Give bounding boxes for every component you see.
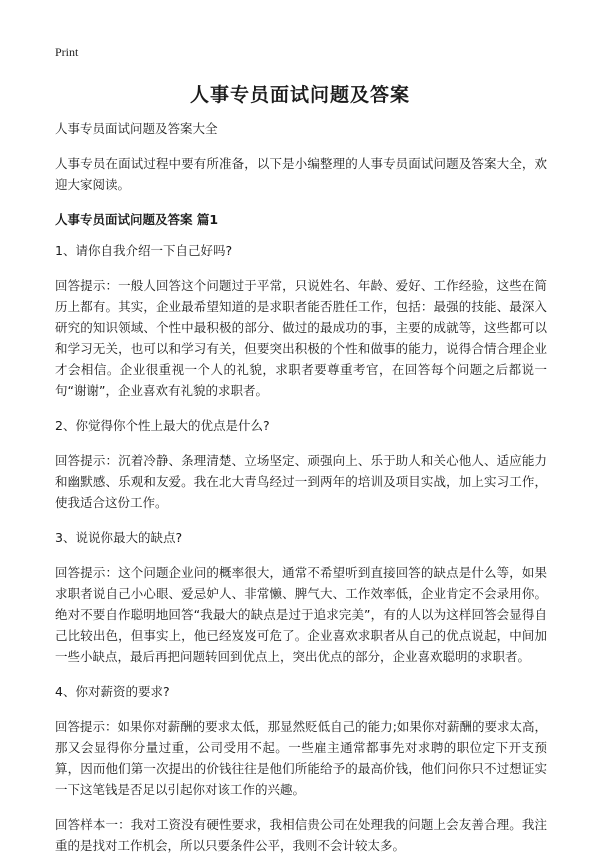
print-link[interactable]: Print [55,45,79,59]
question-3: 3、说说你最大的缺点? [55,530,183,545]
sample-answer: 回答样本一：我对工资没有硬性要求，我相信贵公司在处理我的问题上会友善合理。我注重的是找对工作机会，所以只要条件公平，我则不会计较太多。 [55,817,547,853]
answer-4: 回答提示：如果你对薪酬的要求太低，那显然贬低自己的能力;如果你对薪酬的要求太高，那又会显得你分量过重，公司受用不起。一些雇主通常都事先对求聘的职位定下开支预算，因而他们第一次提出的价钱往往是他们所能给予的最高价钱，他们问你只不过想证实一下这笔钱是否足以引起你对该工作的兴趣。 [55,719,547,797]
answer-2: 回答提示：沉着冷静、条理清楚、立场坚定、顽强向上、乐于助人和关心他人、适应能力和幽默感、乐观和友爱。我在北大青鸟经过一到两年的培训及项目实战，加上实习工作，使我适合这份工作。 [55,453,547,510]
answer-3: 回答提示：这个问题企业问的概率很大，通常不希望听到直接回答的缺点是什么等，如果求职者说自己小心眼、爱忌妒人、非常懒、脾气大、工作效率低，企业肯定不会录用你。绝对不要自作聪明地回答“我最大的缺点是过于追求完美”，有的人以为这样回答会显得自己比较出色，但事实上，他已经岌岌可危了。企业喜欢求职者从自己的优点说起，中间加一些小缺点，最后再把问题转回到优点上，突出优点的部分，企业喜欢聪明的求职者。 [55,565,547,664]
question-2: 2、你觉得你个性上最大的优点是什么? [55,418,270,433]
article-subtitle: 人事专员面试问题及答案大全 [55,121,218,136]
question-1: 1、请你自我介绍一下自己好吗? [55,243,233,258]
section-heading: 人事专员面试问题及答案 篇1 [55,212,219,227]
article-body [55,118,547,856]
answer-1: 回答提示：一般人回答这个问题过于平常，只说姓名、年龄、爱好、工作经验，这些在简历上都有。其实，企业最希望知道的是求职者能否胜任工作，包括：最强的技能、最深入研究的知识领域、个性中最积极的部分、做过的最成功的事，主要的成就等，这些都可以和学习无关，也可以和学习有关，但要突出积极的个性和做事的能力，说得合情合理企业才会相信。企业很重视一个人的礼貌，求职者要尊重考官，在回答每个问题之后都说一句“谢谢”，企业喜欢有礼貌的求职者。 [55,278,547,398]
intro-paragraph: 人事专员在面试过程中要有所准备，以下是小编整理的人事专员面试问题及答案大全，欢迎大家阅读。 [55,156,547,192]
question-4: 4、你对薪资的要求? [55,684,170,699]
page-title: 人事专员面试问题及答案 [189,84,410,106]
